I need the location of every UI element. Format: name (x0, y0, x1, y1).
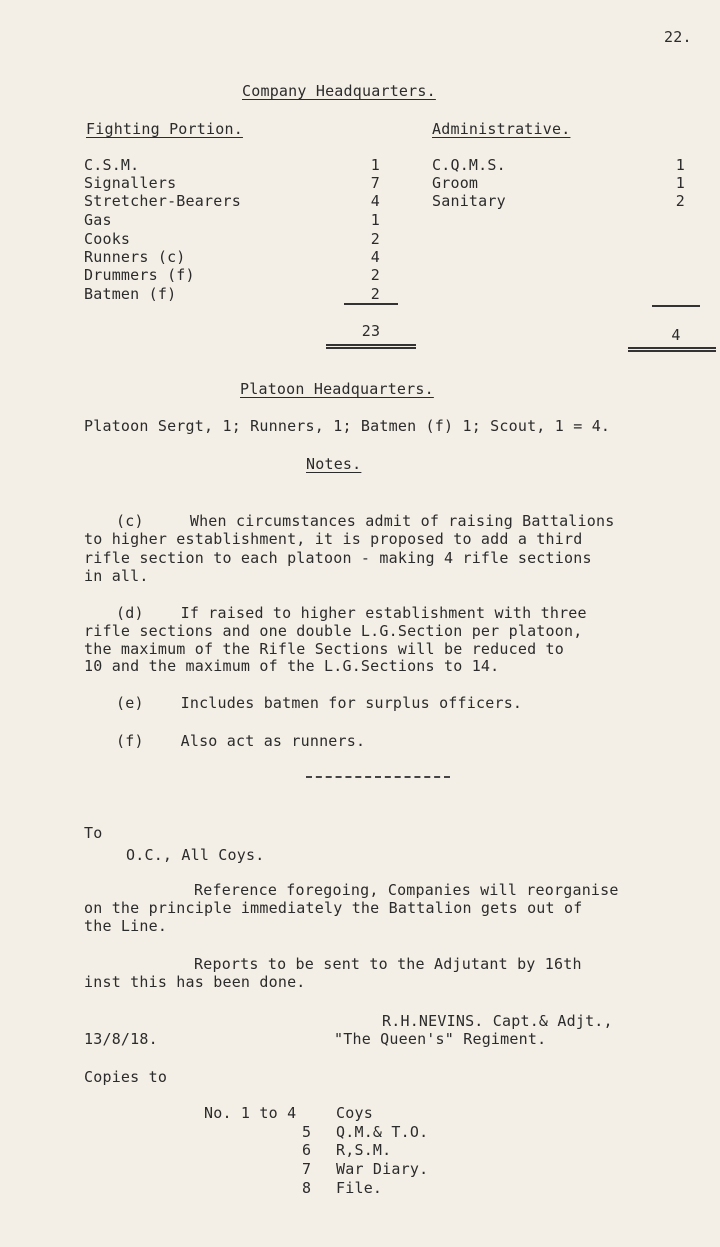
fighting-portion-title: Fighting Portion. (86, 120, 243, 138)
fighting-row-count: 4 (370, 192, 380, 210)
fighting-row-count: 7 (370, 174, 380, 192)
copy-row-num: 8 (302, 1179, 312, 1197)
fighting-row-label: Drummers (f) (84, 266, 195, 284)
note-c-line: to higher establishment, it is proposed to add a third (84, 530, 583, 548)
subtotal-rule (652, 305, 700, 307)
note-c-line: (c) When circumstances admit of raising Battalions (116, 512, 615, 530)
section-divider (306, 776, 450, 778)
memo-para1-line: the Line. (84, 917, 168, 935)
fighting-row-count: 1 (370, 211, 380, 229)
fighting-row-label: Cooks (84, 230, 131, 248)
fighting-row-count: 2 (370, 266, 380, 284)
copy-row-num: 6 (302, 1141, 312, 1159)
memo-regiment: "The Queen's" Regiment. (334, 1030, 547, 1048)
copy-row-num: No. 1 to 4 (204, 1104, 297, 1122)
memo-para2-line: inst this has been done. (84, 973, 306, 991)
note-d-line: (d) If raised to higher establishment with three (116, 604, 587, 622)
note-e: (e) Includes batmen for surplus officers. (116, 694, 523, 712)
note-f: (f) Also act as runners. (116, 732, 366, 750)
copy-row-dest: R,S.M. (336, 1141, 392, 1159)
notes-title: Notes. (306, 455, 362, 473)
admin-row-count: 1 (675, 156, 685, 174)
copies-title: Copies to (84, 1068, 168, 1086)
copy-row-dest: File. (336, 1179, 383, 1197)
platoon-hq-line: Platoon Sergt, 1; Runners, 1; Batmen (f) 1; Scout, 1 = 4. (84, 417, 611, 435)
copy-row-num: 7 (302, 1160, 312, 1178)
copy-row-dest: Q.M.& T.O. (336, 1123, 429, 1141)
admin-row-count: 1 (675, 174, 685, 192)
total-double-rule (326, 344, 416, 349)
note-d-line: 10 and the maximum of the L.G.Sections to 14. (84, 657, 500, 675)
memo-signature: R.H.NEVINS. Capt.& Adjt., (382, 1012, 613, 1030)
fighting-row-label: Signallers (84, 174, 177, 192)
fighting-row-count: 4 (370, 248, 380, 266)
subtotal-rule (344, 303, 398, 305)
memo-para1-line: Reference foregoing, Companies will reorganise (194, 881, 619, 899)
total-double-rule (628, 347, 716, 352)
platoon-hq-title: Platoon Headquarters. (240, 380, 434, 398)
note-c-line: rifle section to each platoon - making 4 rifle sections (84, 549, 592, 567)
admin-row-label: Sanitary (432, 192, 506, 210)
memo-recipient: O.C., All Coys. (126, 846, 265, 864)
page-number: 22. (664, 28, 692, 46)
admin-row-count: 2 (675, 192, 685, 210)
admin-row-label: C.Q.M.S. (432, 156, 506, 174)
fighting-row-count: 2 (370, 230, 380, 248)
admin-total: 4 (671, 326, 681, 344)
note-d-line: rifle sections and one double L.G.Section per platoon, (84, 622, 583, 640)
memo-date: 13/8/18. (84, 1030, 158, 1048)
note-d-line: the maximum of the Rifle Sections will be reduced to (84, 640, 564, 658)
copy-row-dest: Coys (336, 1104, 373, 1122)
fighting-row-label: Runners (c) (84, 248, 186, 266)
fighting-row-label: C.S.M. (84, 156, 140, 174)
administrative-title: Administrative. (432, 120, 571, 138)
company-hq-title: Company Headquarters. (242, 82, 436, 100)
memo-para2-line: Reports to be sent to the Adjutant by 16th (194, 955, 582, 973)
fighting-row-label: Batmen (f) (84, 285, 177, 303)
fighting-row-count: 2 (370, 285, 380, 303)
note-c-line: in all. (84, 567, 149, 585)
fighting-total: 23 (361, 322, 381, 340)
copy-row-num: 5 (302, 1123, 312, 1141)
memo-para1-line: on the principle immediately the Battalion gets out of (84, 899, 583, 917)
fighting-row-count: 1 (370, 156, 380, 174)
admin-row-label: Groom (432, 174, 479, 192)
fighting-row-label: Stretcher-Bearers (84, 192, 241, 210)
memo-to: To (84, 824, 103, 842)
fighting-row-label: Gas (84, 211, 112, 229)
copy-row-dest: War Diary. (336, 1160, 429, 1178)
